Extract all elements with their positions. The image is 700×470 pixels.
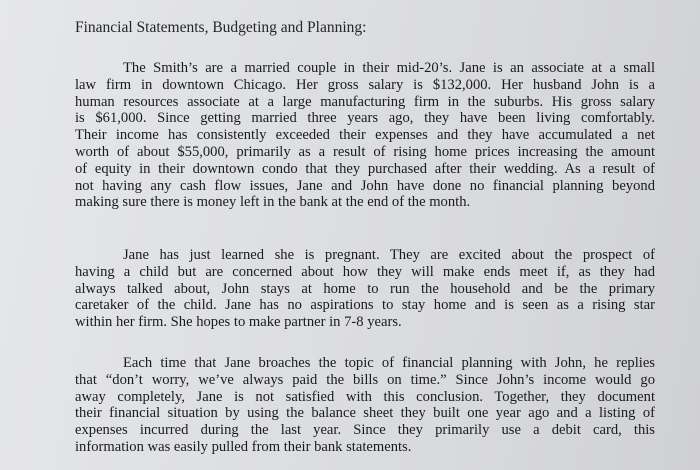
paragraph-line: within her firm. She hopes to make partner in 7-8 years. [75,314,402,331]
paragraph-line: always talked about, John stays at home to run the household and be the primary [75,280,655,297]
paragraph-line: Each time that Jane broaches the topic of financial planning with John, he replies [123,355,655,371]
document-heading: Financial Statements, Budgeting and Planning: [75,19,367,36]
paragraph-line: caretaker of the child. Jane has no aspirations to stay home and is seen as a rising star [75,297,655,314]
paragraph-line: their financial situation by using the balance sheet they built one year ago and a listing of [75,405,655,422]
paragraph-line: that “don’t worry, we’ve always paid the bills on time.” Since John’s income would go [75,371,655,388]
paragraph-line: worth of about $55,000, primarily as a result of rising home prices increasing the amount [75,143,655,160]
paragraph-1 [75,60,655,211]
paragraph-line: law firm in downtown Chicago. Her gross salary is $132,000. Her husband John is a [75,76,655,93]
paragraph-line: of equity in their downtown condo that they purchased after their wedding. As a result of [75,160,655,177]
paragraph-line: expenses incurred during the last year. Since they primarily use a debit card, this [75,422,655,439]
paragraph-line: Their income has consistently exceeded their expenses and they have accumulated a net [75,127,655,144]
paragraph-line: The Smith’s are a married couple in their mid-20’s. Jane is an associate at a small [123,60,655,76]
paragraph-line: is $61,000. Since getting married three years ago, they have been living comfortably. [75,110,655,127]
paragraph-line: not having any cash flow issues, Jane and John have done no financial planning beyond [75,177,655,194]
paragraph-2 [75,247,655,331]
paragraph-line: human resources associate at a large manufacturing firm in the suburbs. His gross salary [75,93,655,110]
paragraph-line: away completely, Jane is not satisfied with this conclusion. Together, they document [75,388,655,405]
paragraph-line: making sure there is money left in the bank at the end of the month. [75,194,471,211]
paragraph-3 [75,355,655,456]
paragraph-line: having a child but are concerned about how they will make ends meet if, as they had [75,263,655,280]
paragraph-line: information was easily pulled from their bank statements. [75,438,412,455]
paragraph-line: Jane has just learned she is pregnant. They are excited about the prospect of [123,247,655,263]
